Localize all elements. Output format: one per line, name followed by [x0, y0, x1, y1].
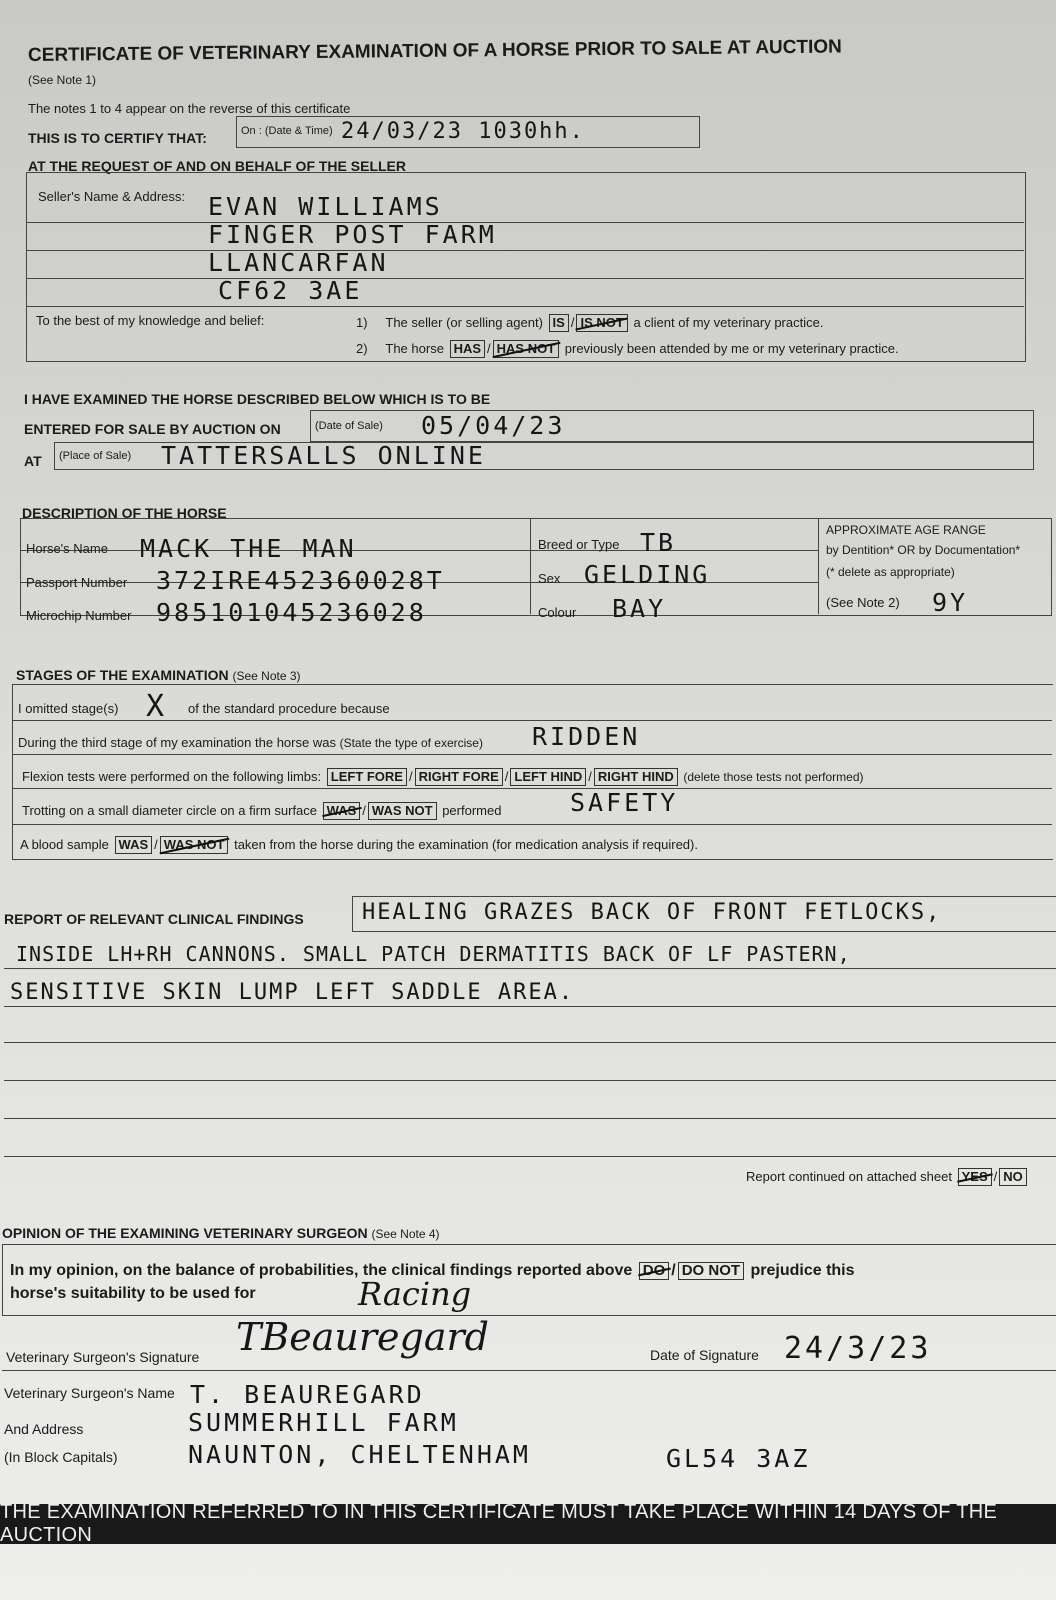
passport-label: Passport Number [26, 575, 128, 590]
block-capitals-label: (In Block Capitals) [4, 1449, 118, 1465]
knowledge-item-2: 2) The horse HAS / HAS NOT previously been attended by me or my veterinary practice. [356, 341, 899, 356]
exam-heading: I HAVE EXAMINED THE HORSE DESCRIBED BELOW WHICH IS TO BE [24, 391, 491, 407]
item1-post: a client of my veterinary practice. [633, 315, 824, 330]
third-stage-label: During the third stage of my examination the horse was [18, 735, 336, 750]
report-line-2: INSIDE LH+RH CANNONS. SMALL PATCH DERMATITIS BACK OF LF PASTERN, [16, 942, 851, 966]
omitted-value: X [146, 689, 168, 724]
desc-divider-1 [530, 518, 531, 614]
flexion-right-hind[interactable]: RIGHT HIND [594, 768, 678, 786]
date-of-sale-label: (Date of Sale) [315, 420, 383, 432]
report-rule-5 [4, 1118, 1056, 1119]
item2-text: The horse [385, 341, 444, 356]
stages-line-2 [12, 754, 1052, 755]
stages-heading [16, 668, 301, 682]
age-heading: APPROXIMATE AGE RANGE [826, 523, 986, 537]
seller-line-1 [26, 222, 1024, 223]
flexion-row: Flexion tests were performed on the following limbs: LEFT FORE / RIGHT FORE / LEFT HIND / RIGHT HIND (delete those tests not performed) [22, 769, 864, 784]
desc-divider-2 [818, 518, 819, 614]
omitted-post: of the standard procedure because [188, 701, 390, 716]
item2-number: 2) [356, 341, 368, 356]
sex-label: Sex [538, 571, 561, 586]
trotting-label: Trotting on a small diameter circle on a firm surface [22, 803, 318, 818]
opinion-line-2: horse's suitability to be used for [10, 1285, 256, 1302]
opinion-heading-text: OPINION OF THE EXAMINING VETERINARY SURGEON [2, 1225, 368, 1241]
report-heading: REPORT OF RELEVANT CLINICAL FINDINGS [4, 911, 304, 927]
third-stage-note: (State the type of exercise) [339, 736, 483, 750]
report-rule-3 [4, 1042, 1056, 1043]
date-of-sale-value: 05/04/23 [421, 411, 566, 440]
age-value: 9Y [932, 588, 969, 617]
blood-pre: A blood sample [20, 837, 109, 852]
notes-text: The notes 1 to 4 appear on the reverse of this certificate [28, 101, 351, 116]
report-continued: Report continued on attached sheet YES / NO [746, 1168, 1029, 1186]
blood-was-not-option[interactable]: WAS NOT [160, 836, 229, 854]
breed-label: Breed or Type [538, 537, 620, 552]
entered-label: ENTERED FOR SALE BY AUCTION ON [24, 421, 281, 437]
opinion-text-post: prejudice this [750, 1262, 855, 1279]
on-date-label: On : (Date & Time) [241, 125, 333, 137]
horse-name-value: MACK THE MAN [140, 534, 357, 563]
at-label: AT [24, 453, 42, 469]
report-rule-6 [4, 1156, 1056, 1157]
address-label: And Address [4, 1421, 84, 1437]
vet-address-1: SUMMERHILL FARM [188, 1408, 459, 1437]
report-continued-label: Report continued on attached sheet [746, 1169, 952, 1184]
opinion-do-not-option[interactable]: DO NOT [678, 1262, 744, 1280]
continued-yes-option[interactable]: YES [958, 1168, 992, 1186]
breed-value: TB [640, 528, 677, 557]
trotting-was-not-option[interactable]: WAS NOT [368, 802, 437, 820]
has-option[interactable]: HAS [450, 340, 485, 358]
request-label: AT THE REQUEST OF AND ON BEHALF OF THE SELLER [28, 158, 406, 174]
continued-no-option[interactable]: NO [999, 1168, 1027, 1186]
third-stage-value: RIDDEN [532, 722, 641, 751]
report-line-3: SENSITIVE SKIN LUMP LEFT SADDLE AREA. [10, 980, 575, 1005]
knowledge-item-1: 1) The seller (or selling agent) IS / IS NOT a client of my veterinary practice. [356, 315, 824, 330]
flexion-left-hind[interactable]: LEFT HIND [510, 768, 586, 786]
opinion-text-pre: In my opinion, on the balance of probabilities, the clinical findings reported above [10, 1262, 633, 1279]
age-by: by Dentition* OR by Documentation* [826, 543, 1021, 557]
sex-value: GELDING [584, 560, 711, 589]
stages-line-3 [12, 788, 1052, 789]
flexion-right-fore[interactable]: RIGHT FORE [415, 768, 503, 786]
opinion-text: In my opinion, on the balance of probabilities, the clinical findings reported above DO / DO NOT prejudice this [10, 1262, 855, 1279]
seller-address-2: LLANCARFAN [208, 248, 389, 277]
blood-post: taken from the horse during the examination (for medication analysis if required). [234, 837, 698, 852]
colour-label: Colour [538, 605, 577, 620]
opinion-heading-note: (See Note 4) [371, 1227, 440, 1241]
vet-name-label: Veterinary Surgeon's Name [4, 1385, 175, 1401]
use-value: Racing [358, 1275, 472, 1313]
has-not-option[interactable]: HAS NOT [493, 340, 560, 358]
certify-label: THIS IS TO CERTIFY THAT: [28, 130, 207, 146]
trotting-post: performed [442, 803, 502, 818]
knowledge-label: To the best of my knowledge and belief: [36, 313, 265, 328]
signature-value: TBeauregard [236, 1315, 490, 1359]
item2-post: previously been attended by me or my veterinary practice. [564, 341, 899, 356]
trotting-was-option[interactable]: WAS [323, 802, 361, 820]
item1-text: The seller (or selling agent) [385, 315, 543, 330]
report-line-1: HEALING GRAZES BACK OF FRONT FETLOCKS, [362, 900, 942, 925]
vet-name-value: T. BEAUREGARD [190, 1380, 425, 1409]
place-of-sale-field[interactable] [54, 442, 1034, 470]
age-delete-note: (* delete as appropriate) [826, 565, 955, 579]
is-option[interactable]: IS [549, 314, 569, 332]
horse-name-label: Horse's Name [26, 541, 108, 556]
third-stage [18, 736, 483, 749]
certificate-title: CERTIFICATE OF VETERINARY EXAMINATION OF A HORSE PRIOR TO SALE AT AUCTION [27, 36, 842, 66]
place-of-sale-label: (Place of Sale) [59, 450, 132, 462]
flexion-note: (delete those tests not performed) [683, 770, 864, 784]
on-date-field[interactable] [236, 116, 700, 148]
seller-name: EVAN WILLIAMS [208, 192, 443, 221]
stages-line-1 [12, 720, 1052, 721]
seller-label: Seller's Name & Address: [38, 189, 185, 204]
description-heading: DESCRIPTION OF THE HORSE [22, 505, 227, 521]
flexion-label: Flexion tests were performed on the following limbs: [22, 769, 322, 784]
microchip-value: 985101045236028 [156, 598, 427, 627]
is-not-option[interactable]: IS NOT [576, 314, 627, 332]
date-of-sale-field[interactable] [310, 410, 1034, 442]
omitted-pre: I omitted stage(s) [18, 701, 119, 716]
opinion-heading [2, 1226, 440, 1240]
stages-heading-text: STAGES OF THE EXAMINATION [16, 667, 229, 683]
report-rule-4 [4, 1080, 1056, 1081]
report-rule-2 [4, 1006, 1056, 1007]
trotting-row: Trotting on a small diameter circle on a firm surface WAS / WAS NOT performed [22, 803, 502, 818]
footer-banner: THE EXAMINATION REFERRED TO IN THIS CERTIFICATE MUST TAKE PLACE WITHIN 14 DAYS OF THE AUCTION [0, 1504, 1056, 1544]
microchip-label: Microchip Number [26, 608, 132, 623]
title-note: (See Note 1) [28, 73, 97, 87]
opinion-box [2, 1244, 1056, 1316]
seller-line-4 [26, 306, 1024, 307]
flexion-left-fore[interactable]: LEFT FORE [327, 768, 407, 786]
place-of-sale-value: TATTERSALLS ONLINE [161, 441, 486, 470]
vet-postcode: GL54 3AZ [666, 1444, 811, 1473]
date-of-signature-value: 24/3/23 [784, 1331, 932, 1366]
blood-row: A blood sample WAS / WAS NOT taken from the horse during the examination (for medication analysis if required). [20, 837, 698, 852]
age-see-note: (See Note 2) [826, 595, 900, 610]
signature-rule [2, 1370, 1056, 1371]
seller-line-3 [26, 278, 1024, 279]
stages-heading-note: (See Note 3) [232, 669, 301, 683]
blood-was-option[interactable]: WAS [115, 836, 153, 854]
colour-value: BAY [612, 594, 667, 623]
item1-number: 1) [356, 315, 368, 330]
signature-label: Veterinary Surgeon's Signature [6, 1349, 200, 1365]
date-of-signature-label: Date of Signature [650, 1347, 759, 1363]
trotting-value: SAFETY [570, 788, 679, 817]
seller-postcode: CF62 3AE [218, 276, 363, 305]
report-rule-1 [4, 968, 1056, 969]
on-date-value: 24/03/23 1030hh. [341, 119, 585, 144]
passport-value: 372IRE452360028T [156, 566, 445, 595]
opinion-do-option[interactable]: DO [639, 1262, 670, 1280]
seller-address-1: FINGER POST FARM [208, 220, 497, 249]
stages-line-4 [12, 824, 1052, 825]
vet-address-2: NAUNTON, CHELTENHAM [188, 1440, 531, 1469]
seller-line-2 [26, 250, 1024, 251]
